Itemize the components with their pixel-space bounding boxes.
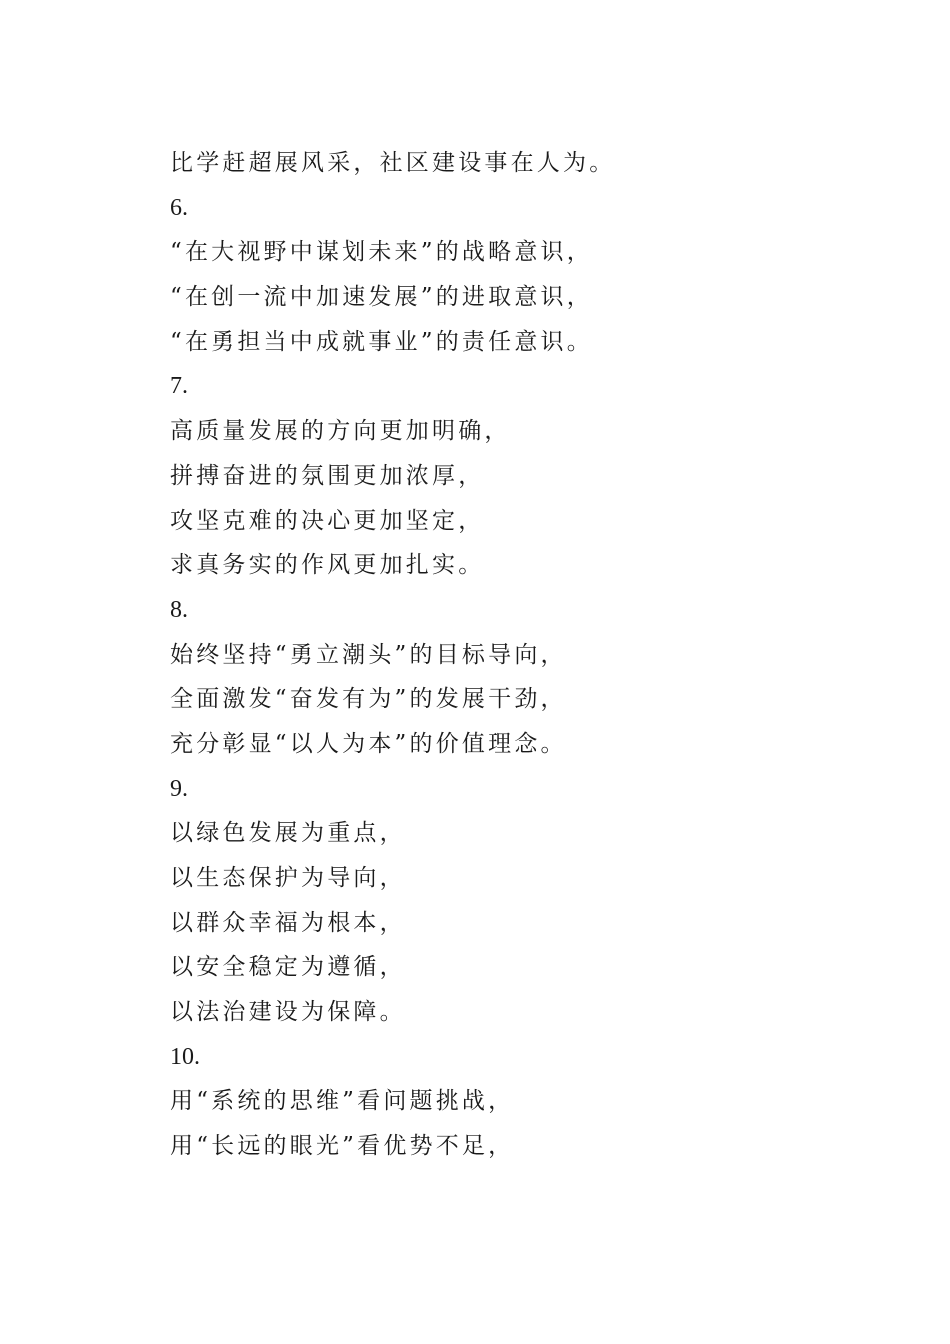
text-line: 比学赶超展风采，社区建设事在人为。: [170, 150, 616, 176]
section-number: 10.: [170, 1043, 200, 1070]
text-line: 以法治建设为保障。: [170, 999, 406, 1026]
text-line: “在大视野中谋划未来”的战略意识，: [170, 239, 593, 266]
text-line: 攻坚克难的决心更加坚定，: [170, 507, 485, 534]
text-line: 以安全稳定为遵循，: [170, 954, 406, 981]
text-line: 充分彰显“以人为本”的价值理念。: [170, 730, 567, 757]
section-number: 9.: [170, 775, 188, 802]
text-line: 用“系统的思维”看问题挑战，: [170, 1088, 515, 1115]
text-line: “在创一流中加速发展”的进取意识，: [170, 284, 593, 311]
section-number: 7.: [170, 373, 188, 400]
text-line: 全面激发“奋发有为”的发展干劲，: [170, 686, 567, 713]
text-line: 拼搏奋进的氛围更加浓厚，: [170, 462, 485, 489]
text-line: 以群众幸福为根本，: [170, 909, 406, 936]
text-line: 高质量发展的方向更加明确，: [170, 418, 511, 445]
document-body: [170, 141, 890, 1169]
text-line: 以绿色发展为重点，: [170, 820, 406, 847]
text-line: 以生态保护为导向，: [170, 865, 406, 891]
text-line: 用“长远的眼光”看优势不足，: [170, 1133, 515, 1160]
section-number: 6.: [170, 194, 188, 221]
text-line: 求真务实的作风更加扎实。: [170, 552, 485, 579]
text-line: “在勇担当中成就事业”的责任意识。: [170, 328, 593, 355]
section-number: 8.: [170, 596, 188, 623]
text-line: 始终坚持“勇立潮头”的目标导向，: [170, 641, 567, 668]
